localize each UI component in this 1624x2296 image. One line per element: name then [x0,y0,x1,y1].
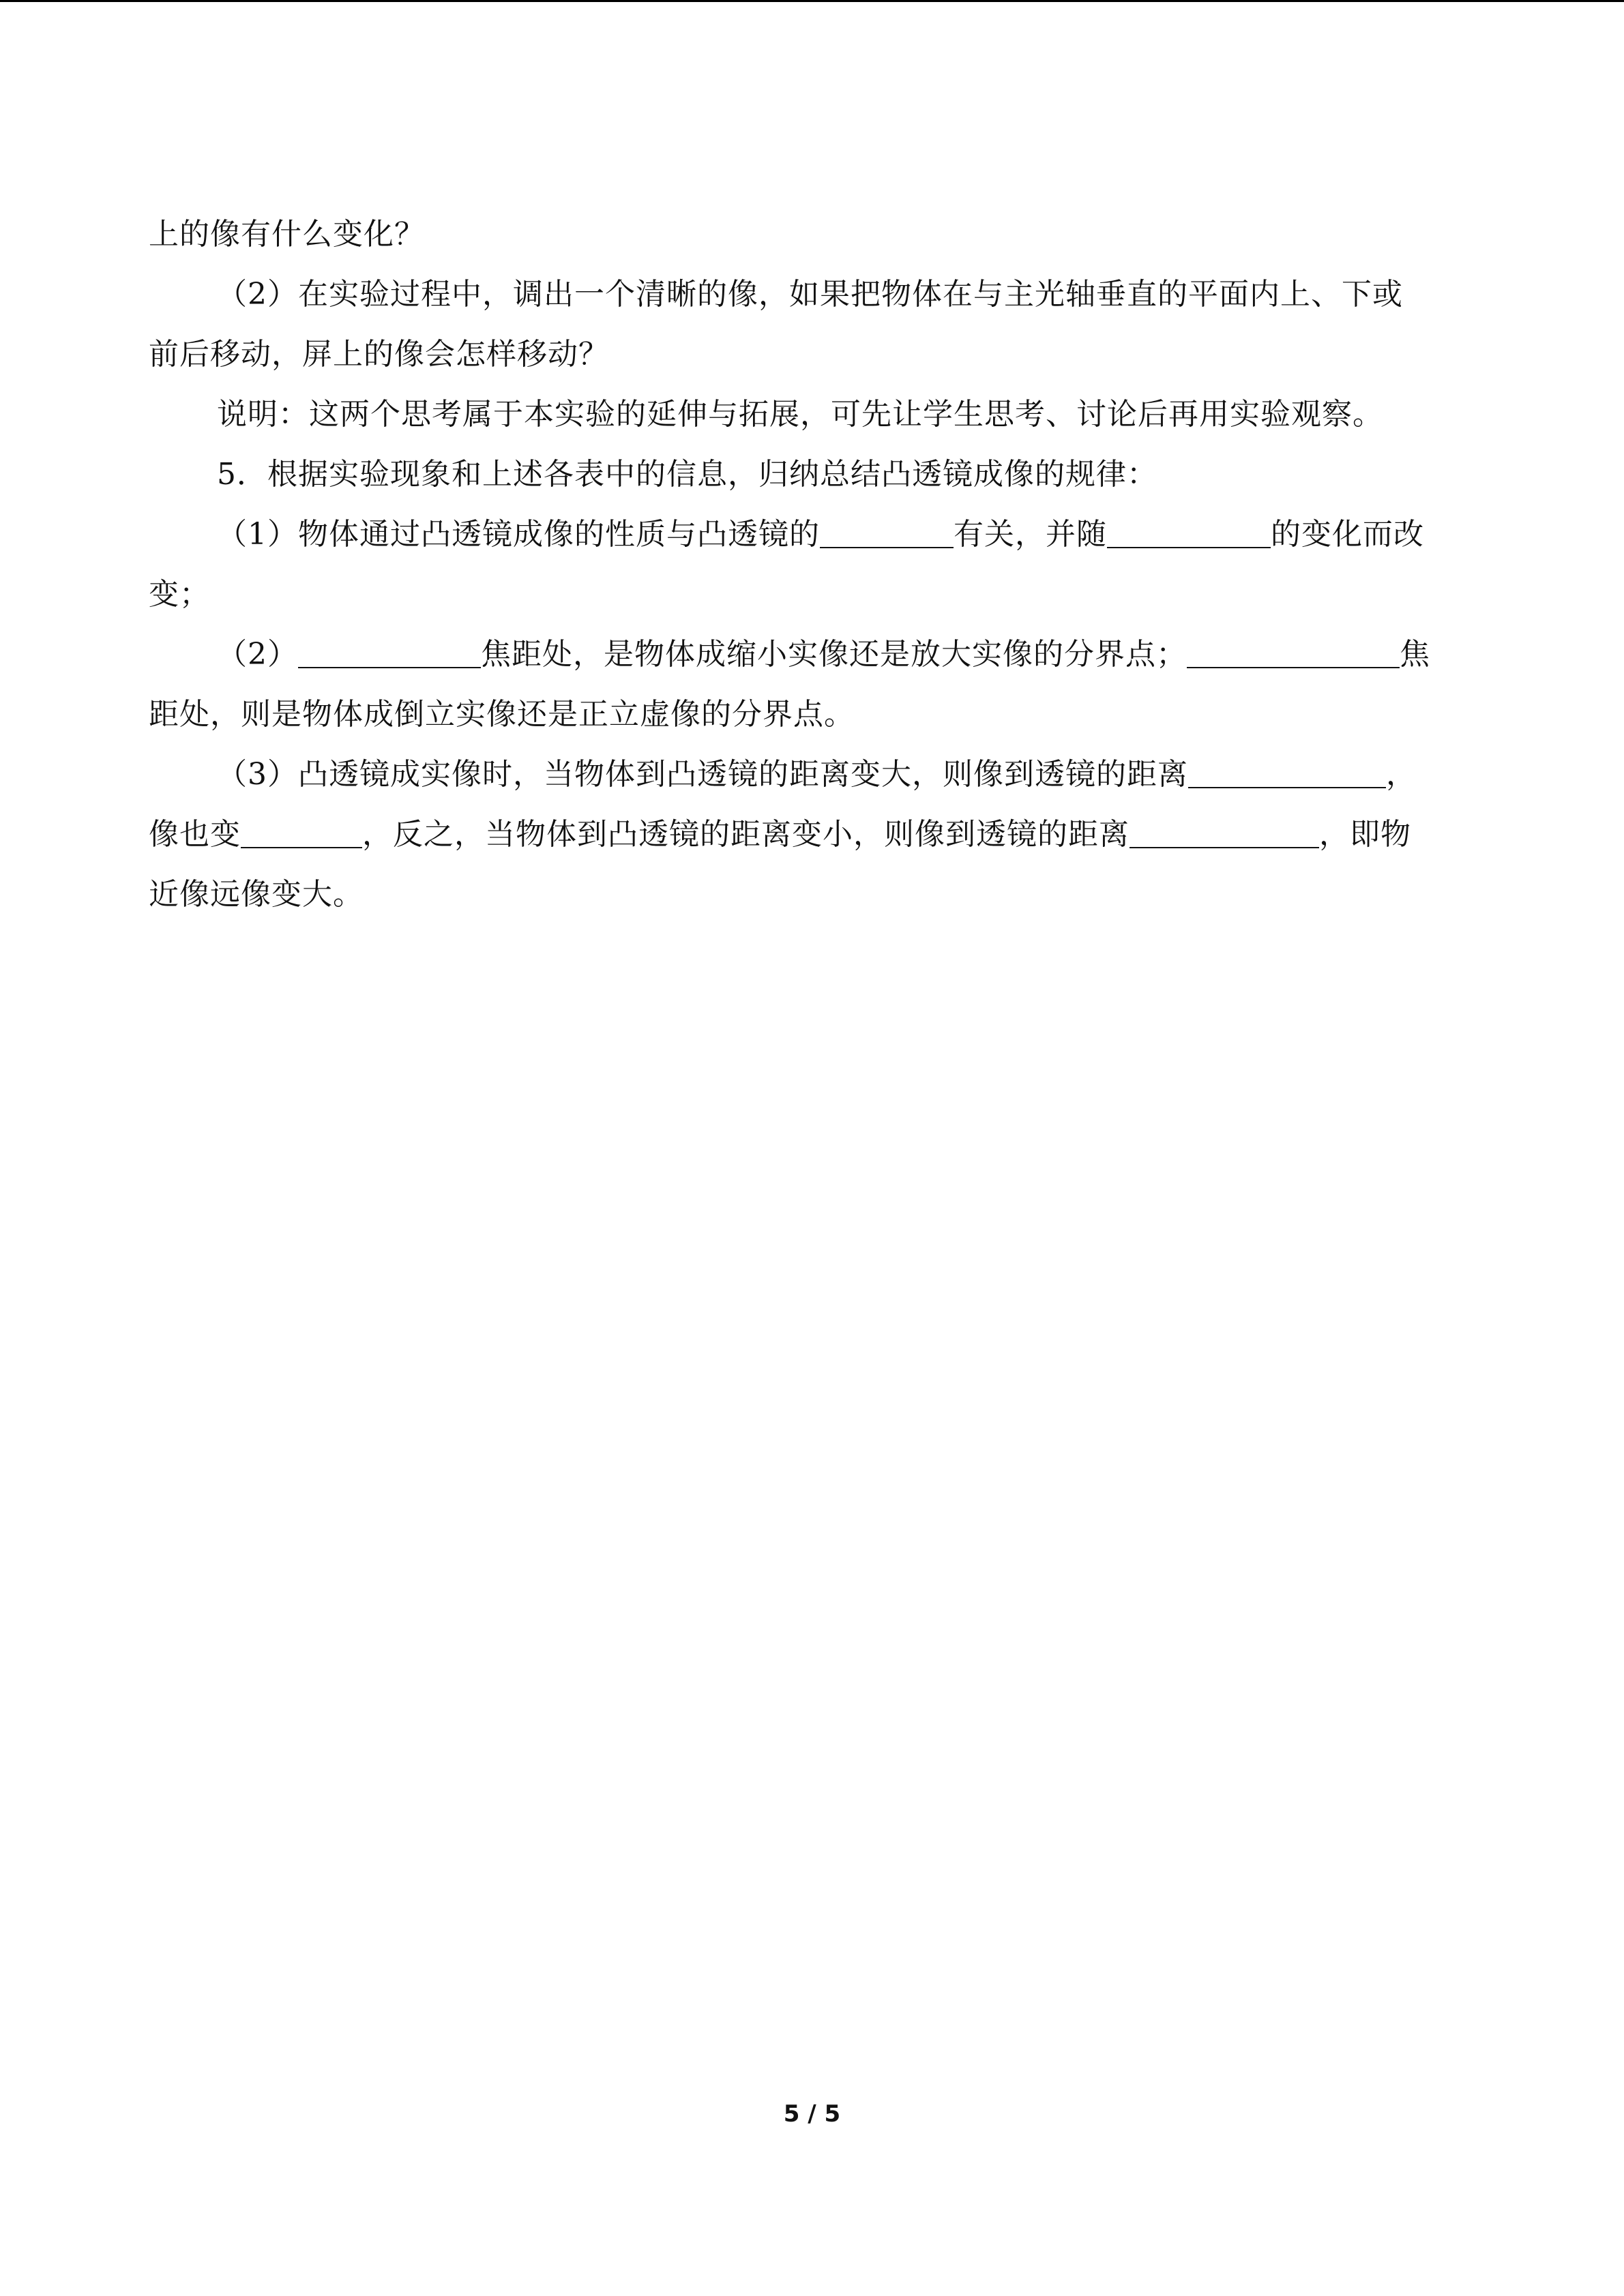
paragraph-line-1: 上的像有什么变化？ [149,217,425,252]
fill-blank-1[interactable] [820,520,954,548]
rule-3-text-e: ，即物 [1319,817,1411,852]
question-2-line-2: 前后移动，屏上的像会怎样移动？ [149,337,609,372]
fill-blank-2[interactable] [1107,520,1271,548]
top-border-line [0,0,1624,2]
fill-blank-3[interactable] [298,640,481,668]
rule-1-text-a: （1）物体通过凸透镜成像的性质与凸透镜的 [217,517,820,552]
paragraph-note: 说明：这两个思考属于本实验的延伸与拓展，可先让学生思考、讨论后再用实验观察。 [217,397,1383,432]
fill-blank-5[interactable] [1188,760,1386,788]
paragraph-rule-2 [149,625,1477,745]
paragraph-question-2 [149,265,1477,385]
fill-blank-4[interactable] [1187,640,1400,668]
rule-3-text-a: （3）凸透镜成实像时，当物体到凸透镜的距离变大，则像到透镜的距离 [217,757,1188,792]
rule-1-text-d: 变； [149,577,210,612]
rule-2-text-d: 距处，则是物体成倒立实像还是正立虚像的分界点。 [149,697,855,732]
rule-3-text-b: ， [1386,757,1417,792]
rule-3-text-f: 近像远像变大。 [149,877,364,912]
rule-2-text-b: 焦距处，是物体成缩小实像还是放大实像的分界点； [481,637,1187,672]
paragraph-rule-1 [149,505,1477,625]
rule-1-text-c: 的变化而改 [1271,517,1424,552]
rule-2-text-c: 焦 [1400,637,1430,672]
page-number: 5 / 5 [783,2100,841,2128]
paragraph-item-5: 5．根据实验现象和上述各表中的信息，归纳总结凸透镜成像的规律： [217,457,1157,492]
paragraph-rule-3 [149,745,1477,925]
question-2-line-1: （2）在实验过程中，调出一个清晰的像，如果把物体在与主光轴垂直的平面内上、下或 [217,277,1403,312]
rule-3-text-d: ，反之，当物体到凸透镜的距离变小，则像到透镜的距离 [362,817,1130,852]
document-body [149,205,1477,925]
rule-2-text-a: （2） [217,637,298,672]
fill-blank-7[interactable] [1130,820,1319,848]
rule-1-text-b: 有关，并随 [954,517,1107,552]
rule-3-text-c: 像也变 [149,817,241,852]
fill-blank-6[interactable] [241,820,362,848]
